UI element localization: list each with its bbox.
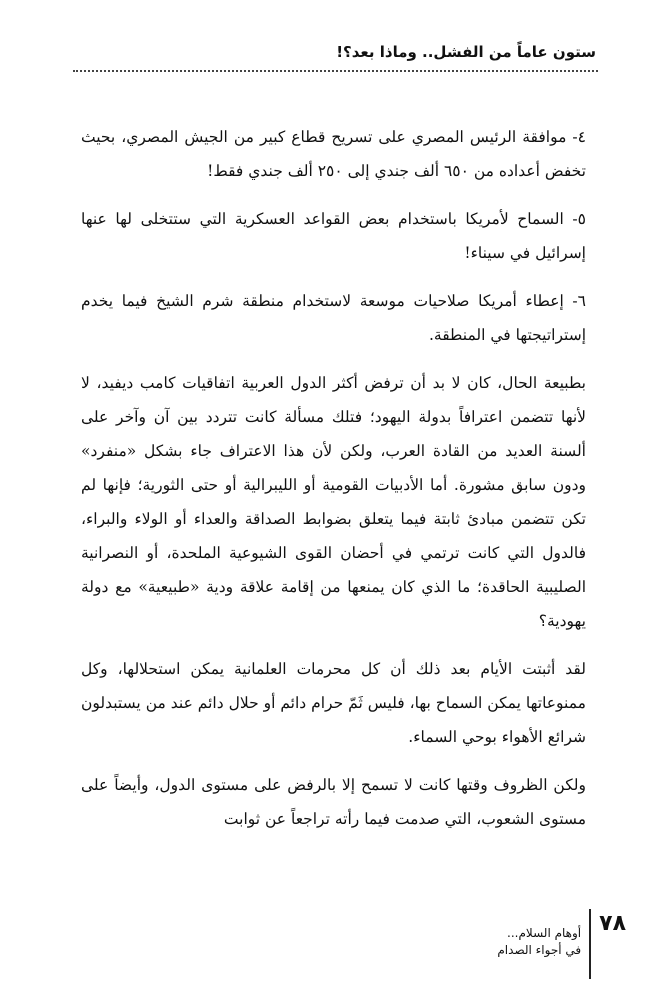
footer-divider	[589, 909, 591, 979]
body-paragraph: لقد أثبتت الأيام بعد ذلك أن كل محرمات العلمانية يمكن استحلالها، وكل ممنوعاتها يمكن السماح بها، فليس ثَمّ حرام دائم أو حلال دائم عند من يستبدلون شرائع الأهواء بوحي السماء.	[81, 660, 586, 746]
page-body	[81, 120, 586, 850]
page-footer	[497, 907, 626, 985]
body-paragraph: ولكن الظروف وقتها كانت لا تسمح إلا بالرفض على مستوى الدول، وأيضاً على مستوى الشعوب، التي صدمت فيما رأته تراجعاً عن ثوابت	[81, 776, 586, 828]
running-header: ستون عاماً من الفشل.. وماذا بعد؟!	[336, 43, 596, 61]
page-number: ٧٨	[599, 911, 626, 936]
book-title-line-1: أوهام السلام...	[507, 926, 582, 940]
header-divider	[73, 70, 598, 72]
list-item-6: ٦- إعطاء أمريكا صلاحيات موسعة لاستخدام منطقة شرم الشيخ فيما يخدم إستراتيجتها في المنطقة.	[81, 292, 586, 344]
book-title-line-2: في أجواء الصدام	[497, 943, 582, 957]
list-item-5: ٥- السماح لأمريكا باستخدام بعض القواعد العسكرية التي ستتخلى لها عنها إسرائيل في سيناء!	[81, 210, 586, 262]
list-item-4: ٤- موافقة الرئيس المصري على تسريح قطاع كبير من الجيش المصري، بحيث تخفض أعداده من ٦٥٠ ألف جندي إلى ٢٥٠ ألف جندي فقط!	[81, 128, 586, 180]
body-paragraph: بطبيعة الحال، كان لا بد أن ترفض أكثر الدول العربية اتفاقيات كامب ديفيد، لا لأنها تتضمن اعترافاً بدولة اليهود؛ فتلك مسألة كانت تتردد بين آن وآخر على ألسنة العديد من القادة العرب، ولكن لأن هذا الاعتراف جاء بشكل «منفرد» ودون سابق مشورة. أما الأدبيات القومية أو الليبرالية أو حتى الثورية؛ فإنها لم تكن تتضمن مبادئ ثابتة فيما يتعلق بضوابط الصداقة والعداء أو الولاء والبراء، فالدول التي كانت ترتمي في أحضان القوى الشيوعية الملحدة، أو النصرانية الصليبية الحاقدة؛ ما الذي كان يمنعها من إقامة علاقة ودية «طبيعية» مع دولة يهودية؟	[81, 374, 586, 630]
book-title	[497, 907, 589, 959]
